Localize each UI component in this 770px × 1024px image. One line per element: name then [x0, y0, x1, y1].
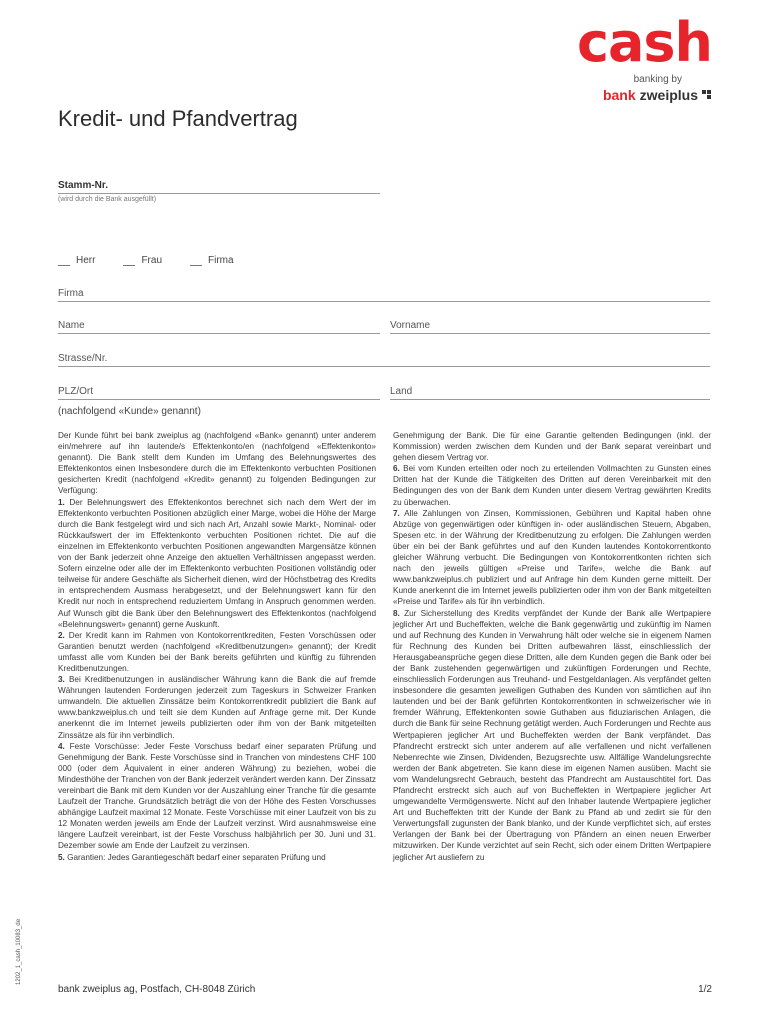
paragraph [393, 463, 711, 507]
brand-logo [576, 11, 712, 103]
page-title: Kredit- und Pfandvertrag [58, 106, 298, 131]
salutation-options [58, 255, 234, 266]
paragraph [58, 497, 376, 630]
paragraph [58, 630, 376, 674]
name-field[interactable]: Name [58, 320, 380, 334]
paragraph [58, 741, 376, 852]
zweiplus-mark-icon [702, 90, 712, 100]
logo-bank-prefix: bank [602, 87, 636, 103]
salutation-label: Firma [208, 255, 234, 266]
contract-text-right [393, 430, 711, 863]
paragraph-text: Bei Kreditbenutzungen in ausländischer Währung kann die Bank die auf fremde Währungen lautenden Forderungen jederzeit zum Tageskurs in Schweizer Franken umwandeln. Die aktuellen Zinssätze beim Kontokorrentkredit publiziert die Bank auf www.bankzweiplus.ch und teilt sie dem Kunden auf Anfrage gerne mit. Der Kunde anerkennt die im Internet jeweils publizierten oder ihm von der Bank mitgeteilten Zinssätze als für ihn verbindlich. [58, 675, 376, 740]
paragraph-number: 6. [393, 464, 400, 474]
vorname-field[interactable]: Vorname [390, 320, 710, 334]
paragraph [393, 430, 711, 463]
paragraph [58, 674, 376, 741]
paragraph-number: 7. [393, 508, 400, 518]
paragraph-text: Der Belehnungswert des Effektenkontos berechnet sich nach dem Wert der im Effektenkonto verbuchten Positionen abzüglich einer Marge, wobei die Höhe der Marge durch die Bank festgelegt wird und sich nach Art, Anzahl sowie Markt-, Nominal- oder Rückkaufswert der im Effektenkonto verbuchten Positionen richtet. Die auf die einzelnen im Effektenkonto verbuchten Positionen angewandten Margensätze können von der Bank jederzeit ohne Anzeige den aktuellen Verhältnissen angepasst werden. Sofern einzelne oder alle der im Effektenkonto verbuchten Positionen vollständig oder teilweise für andere Geschäfte als Sicherheit dienen, wird der Höchstbetrag des Kredits in entsprechendem Ausmass herabgesetzt, und der Belehnungswert kann für den Kredit nur noch in entsprechend reduziertem Umfang in Anspruch genommen werden. Auf Wunsch gibt die Bank über den Belehnungswert des Effektenkontos (nachfolgend «Belehnungswert» genannt) gerne Auskunft. [58, 497, 376, 629]
logo-tagline: banking by [633, 74, 682, 85]
footer-address: bank zweiplus ag, Postfach, CH-8048 Zürich [58, 984, 256, 995]
salutation-herr[interactable] [58, 255, 95, 266]
salutation-firma[interactable] [190, 255, 234, 266]
stamm-nr-field[interactable]: Stamm-Nr. [58, 180, 380, 194]
paragraph-number: 5. [58, 852, 65, 862]
kunde-note: (nachfolgend «Kunde» genannt) [58, 406, 201, 417]
paragraph [393, 608, 711, 863]
paragraph-number: 4. [58, 741, 65, 751]
salutation-checkbox[interactable] [190, 255, 202, 266]
paragraph-text: Alle Zahlungen von Zinsen, Kommissionen, Gebühren und Kapital haben ohne Abzüge von gegenwärtigen oder künftigen in- oder ausländischen Steuern, Abgaben, Spesen etc. in der Währung der Kreditbenutzung zu erfolgen. Die Zahlungen werden über ein bei der Bank geführtes und auf den Kunden lautendes Kontokorrentkonto gleicher Währung verbucht. Die Bedingungen von Kontokorrentkonten richten sich nach den jeweils gültigen «Preise und Tarife», welche die Bank auf www.bankzweiplus.ch publiziert und auf Anfrage hin dem Kunden gerne mitteilt. Der Kunde anerkennt die im Internet jeweils publizierten oder ihm von der Bank mitgeteilten «Preise und Tarife» als für ihn verbindlich. [393, 508, 711, 607]
salutation-label: Frau [141, 255, 163, 266]
land-field[interactable]: Land [390, 386, 710, 400]
salutation-checkbox[interactable] [58, 255, 70, 266]
paragraph-text: Bei vom Kunden erteilten oder noch zu erteilenden Vollmachten zu Gunsten eines Dritten hat der Kunde die Tätigkeiten des Dritten auf deren Vereinbarkeit mit den Bedingungen des von der Bank dem Kunden unter diesem Vertrag gewährten Kredits zu überwachen. [393, 464, 711, 507]
paragraph [58, 852, 376, 863]
paragraph-number: 2. [58, 630, 65, 640]
paragraph-text: Genehmigung der Bank. Die für eine Garantie geltenden Bedingungen (inkl. der Kommission) werden zwischen dem Kunden und der Bank separat vereinbart und gehen diesem Vertrag vor. [393, 431, 711, 463]
salutation-checkbox[interactable] [123, 255, 135, 266]
page-number: 1/2 [698, 984, 712, 995]
paragraph-text: Feste Vorschüsse: Jeder Feste Vorschuss bedarf einer separaten Prüfung und Genehmigung der Bank. Feste Vorschüsse sind in Tranchen von mindestens CHF 100 000 (oder dem Äquivalent in einer anderen Währung) zu beziehen, wobei die Mindesthöhe der Tranchen von der Bank jederzeit verändert werden kann. Der Zinssatz vereinbart die Bank mit dem Kunden vor der Auszahlung einer Tranche für die gesamte Laufzeit der Tranche. Grundsätzlich beträgt die von der Höhe des Festen Vorschusses abhängige Laufzeit maximal 12 Monate. Feste Vorschüsse mit einer Laufzeit von bis zu 12 Monaten werden jeweils am Ende der Laufzeit verzinst. Wird ausnahmsweise eine längere Laufzeit vereinbart, ist der Feste Vorschuss halbjährlich per 30. Juni und 31. Dezember sowie am Ende der Laufzeit zu verzinsen. [58, 741, 376, 851]
contract-text-left [58, 430, 376, 863]
firma-field[interactable]: Firma [58, 288, 710, 302]
salutation-frau[interactable] [123, 255, 162, 266]
paragraph: Der Kunde führt bei bank zweiplus ag (nachfolgend «Bank» genannt) unter anderem ein/mehrere auf ihn lautende/s Effektenkonto/en (nachfolgend «Effektenkonto» genannt). Die Bank stellt dem Kunden im Umfang des Belehnungswertes des Effektenkontos einen Insbesondere durch die im Effektenkonto verbuchten Positionen gesicherten Kredit (nachfolgend «Kredit» genannt) zu folgenden Bedingungen zur Verfügung: [58, 431, 376, 496]
logo-cash: cash [576, 11, 712, 74]
plz-ort-field[interactable]: PLZ/Ort [58, 386, 380, 400]
paragraph [393, 508, 711, 608]
document-code: 1202_1_cash_10083_de [16, 918, 22, 985]
paragraph-text: Zur Sicherstellung des Kredits verpfändet der Kunde der Bank alle Wertpapiere jeglicher Art und Bucheffekten, welche die Bank gegenwärtig und zukünftig im Namen und auf Rechnung des Kunden in Verwahrung hält oder welche sie in eigenem Namen für Rechnung des Kunden bei Dritten aufbewahren lässt, einschliesslich der Herausgabeansprüche gegen diese Dritten, alle dem Kunden gegen die Bank oder bei der Bank zustehenden gegenwärtigen und zukünftigen Forderungen und Rechte, einschliesslich Forderungen aus Treuhand- und Festgeldanlagen. Als verpfändet gelten insbesondere die gesamten jeweiligen Guthaben des Kunden von sämtlichen auf ihn lautenden und bei der Bank geführten Kontokorrentkonten in schweizerischer wie in fremder Währung, Effektenkonten sowie Guthaben aus fiduziarischen Anlagen, die durch die Bank für seine Rechnung getätigt werden. Auch Forderungen und Rechte aus Wertpapieren jeglicher Art und Bucheffekten werden der Bank verpfändet. Das Pfandrecht erstreckt sich unter anderem auf alle verfallenen und nicht verfallenen Nebenrechte wie Zinsen, Dividenden, Bezugsrechte usw. Allfällige Wandelungsrechte werden der Bank abgetreten. Sie kann diese im eigenen Namen ausüben. Macht sie vom Wandelungsrecht Gebrauch, besteht das Pfandrecht am Austauschtitel fort. Das Pfandrecht erstreckt sich auch auf von Bucheffekten in Wertpapiere jeglicher Art umgewandelte Vermögenswerte. Nicht auf den Inhaber lautende Wertpapiere jeglicher Art und Bucheffekten tritt der Kunde der Bank zu Pfand ab und zedirt sie für den Verwertungsfall zugunsten der Bank blanko, und der Kunde verpflichtet sich, auf erstes Verlangen der Bank bei der Übertragung von Pfändern an einen neuen Erwerber mitzuwirken. Der Kunde verzichtet auf sein Recht, sich oder einem Dritten Wertpapiere jeglicher Art ausliefern zu [393, 608, 711, 862]
paragraph-number: 8. [393, 608, 400, 618]
paragraph-number: 3. [58, 675, 65, 685]
logo-bank [577, 87, 712, 103]
strasse-field[interactable]: Strasse/Nr. [58, 353, 710, 367]
salutation-label: Herr [76, 255, 96, 266]
paragraph-text: Der Kredit kann im Rahmen von Kontokorrentkrediten, Festen Vorschüssen oder Garantien benutzt werden (nachfolgend «Kreditbenutzungen» genannt); der Kredit umfasst alle vom Kunden bei der Bank bereits geführten und künftig zu führenden Kreditbenutzungen. [58, 630, 377, 673]
logo-bank-name: zweiplus [639, 87, 698, 103]
paragraph-text: Garantien: Jedes Garantiegeschäft bedarf einer separaten Prüfung und [67, 852, 326, 862]
stamm-nr-note: (wird durch die Bank ausgefüllt) [58, 196, 157, 203]
paragraph-number: 1. [58, 497, 65, 507]
